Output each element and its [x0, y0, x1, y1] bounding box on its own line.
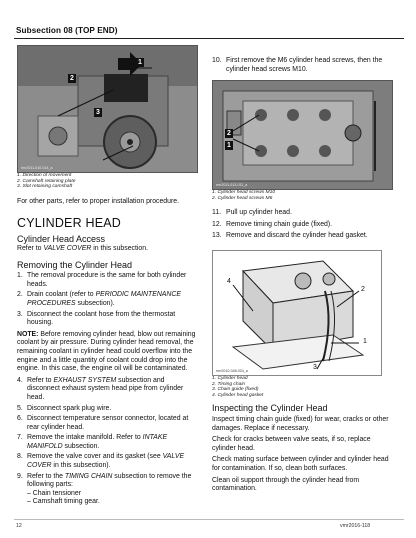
- step-text: Refer to the: [27, 472, 65, 480]
- figure-1-captions: [17, 173, 198, 190]
- periodic-maintenance-link[interactable]: PERIODIC MAINTENANCE PROCEDURES: [27, 291, 181, 307]
- step-item: [212, 232, 390, 241]
- intake-manifold-link[interactable]: INTAKE MANIFOLD: [27, 434, 168, 450]
- note-label: NOTE:: [17, 330, 39, 338]
- sub-item: – Chain tensioner: [27, 489, 82, 497]
- step-number: 13.: [212, 232, 222, 240]
- step-item: [17, 434, 198, 451]
- step-text: The removal procedure is the same for both cylinder heads.: [27, 272, 187, 288]
- step-text: Remove timing chain guide (fixed).: [226, 220, 333, 228]
- caption-item: 1. Cylinder head: [212, 376, 248, 381]
- step-item: [17, 272, 198, 289]
- step-number: 3.: [17, 310, 23, 318]
- figure-camshaft-photo: [17, 45, 198, 173]
- caption-item: 1. Direction of movement: [17, 173, 72, 178]
- step-text: Remove the intake manifold. Refer to: [27, 434, 143, 442]
- section-title-removing: Removing the Cylinder Head: [17, 260, 133, 271]
- text: in this subsection.: [91, 244, 148, 252]
- valve-cover-link[interactable]: VALVE COVER: [43, 244, 92, 252]
- step-text: in this subsection).: [51, 462, 111, 470]
- figure-code: rmr2010-048-004_a: [216, 369, 248, 373]
- section-title-access: Cylinder Head Access: [17, 233, 106, 244]
- step-number: 5.: [17, 404, 23, 412]
- note-text: [17, 331, 198, 374]
- section-header: Subsection 08 (TOP END): [16, 26, 118, 35]
- step-number: 1.: [17, 272, 23, 280]
- figure-2-captions: [212, 190, 392, 201]
- valve-cover-link[interactable]: VALVE COVER: [27, 453, 185, 470]
- step-text: Refer to: [27, 376, 54, 384]
- figure-cylinder-head-drawing: [212, 250, 382, 376]
- caption-item: 2. Timing chain: [212, 381, 246, 387]
- inspect-paragraph: Check mating surface between cylinder and cylinder head for contamination. If so, clean both surfaces.: [212, 456, 389, 472]
- figure-3-captions: [212, 376, 392, 398]
- cylinder-head-exploded-illustration: [213, 251, 381, 375]
- figure-code: rmr2011-010-014_a: [21, 166, 53, 170]
- callout-1: 1: [227, 142, 231, 149]
- document-code: vmr2016-118: [340, 523, 371, 529]
- callout-1: 1: [138, 59, 142, 66]
- step-text: Pull up cylinder head.: [226, 209, 292, 216]
- step-text: Disconnect temperature sensor connector, located at rear cylinder head.: [27, 415, 189, 431]
- callout-2: 2: [70, 75, 74, 82]
- step-item: [212, 57, 402, 74]
- step-number: 6.: [17, 415, 23, 423]
- access-text: [17, 245, 198, 254]
- intro-text: For other parts, refer to proper installation procedure.: [17, 198, 180, 205]
- cylinder-head-screws-illustration: [213, 81, 392, 189]
- step-number: 7.: [17, 434, 23, 442]
- right-steps: [212, 207, 390, 241]
- step-item: [212, 209, 390, 218]
- figure-cylinder-head-screws-photo: [212, 80, 393, 190]
- caption-item: 3. Slot retaining camshaft: [17, 184, 73, 190]
- text: Refer to: [17, 244, 44, 252]
- step-text: Disconnect the coolant hose from the thermostat housing.: [27, 310, 176, 327]
- step-item: [17, 311, 198, 328]
- section-title-inspecting: Inspecting the Cylinder Head: [212, 403, 328, 413]
- camshaft-illustration: [18, 46, 197, 172]
- callout-3: 3: [313, 364, 317, 371]
- step-text: Disconnect spark plug wire.: [27, 404, 112, 412]
- caption-item: 4. Cylinder head gasket: [212, 392, 264, 398]
- caption-item: 2. Camshaft retaining plate: [17, 178, 76, 184]
- step-number: 4.: [17, 376, 23, 384]
- step-text: subsection to remove the following parts:: [27, 472, 192, 489]
- callout-3: 3: [96, 109, 100, 116]
- step-text: subsection and disconnect exhaust system head pipe from cylinder head.: [27, 376, 184, 401]
- timing-chain-link[interactable]: TIMING CHAIN: [64, 472, 113, 480]
- step-item: [17, 453, 198, 470]
- callout-2: 2: [227, 130, 231, 137]
- step-text: subsection.: [62, 442, 100, 450]
- step-number: 11.: [212, 209, 222, 216]
- chapter-title: CYLINDER HEAD: [17, 215, 122, 230]
- step-item: [17, 405, 198, 414]
- step-number: 9.: [17, 472, 23, 480]
- callout-1: 1: [363, 338, 367, 345]
- step-number: 8.: [17, 453, 23, 461]
- step-item: [17, 473, 198, 490]
- exhaust-system-link[interactable]: EXHAUST SYSTEM: [53, 376, 117, 384]
- step-item: [17, 377, 198, 403]
- step-number: 10.: [212, 57, 222, 64]
- inspect-paragraph: Check for cracks between valve seats, if so, replace cylinder head.: [212, 436, 371, 452]
- step-text: First remove the M6 cylinder head screws, then the cylinder head screws M10.: [226, 57, 383, 73]
- step-item: [17, 415, 198, 432]
- caption-item: 1. Cylinder head screws M10: [212, 190, 276, 195]
- inspect-paragraph: Inspect timing chain guide (fixed) for wear, cracks or other damages. Replace if necessary.: [212, 416, 389, 432]
- step-text: Remove and discard the cylinder head gasket.: [226, 232, 368, 240]
- page-number: 12: [16, 523, 22, 529]
- step-item: [17, 291, 198, 308]
- header-rule: [14, 38, 404, 39]
- step-text: Drain coolant (refer to: [27, 291, 96, 299]
- left-column: [17, 198, 198, 507]
- footer-rule: [14, 519, 404, 520]
- step-item: [212, 221, 390, 230]
- step-text: Remove the valve cover and its gasket (see: [27, 453, 163, 461]
- note-body: Before removing cylinder head, blow out remaining coolant by air pressure. During cylinder head removal, the remaining coolant in cylinder head could overflow into the engine and a little quantity of coolant could drop into the engine. In this case, the engine oil will be contaminated.: [17, 330, 196, 373]
- step-text: subsection).: [75, 299, 115, 307]
- step-number: 12.: [212, 220, 222, 228]
- caption-item: 3. Chain guide (fixed): [212, 387, 259, 393]
- callout-2: 2: [361, 286, 365, 293]
- inspect-section: [212, 403, 396, 494]
- figure-code: rmr2011-013-011_a: [216, 183, 248, 187]
- inspect-paragraph: Clean oil support through the cylinder head from contamination.: [212, 476, 360, 493]
- step-number: 2.: [17, 291, 23, 299]
- caption-item: 2. Cylinder head screws M6: [212, 195, 273, 201]
- sub-item: – Camshaft timing gear.: [27, 498, 100, 506]
- callout-4: 4: [227, 278, 231, 285]
